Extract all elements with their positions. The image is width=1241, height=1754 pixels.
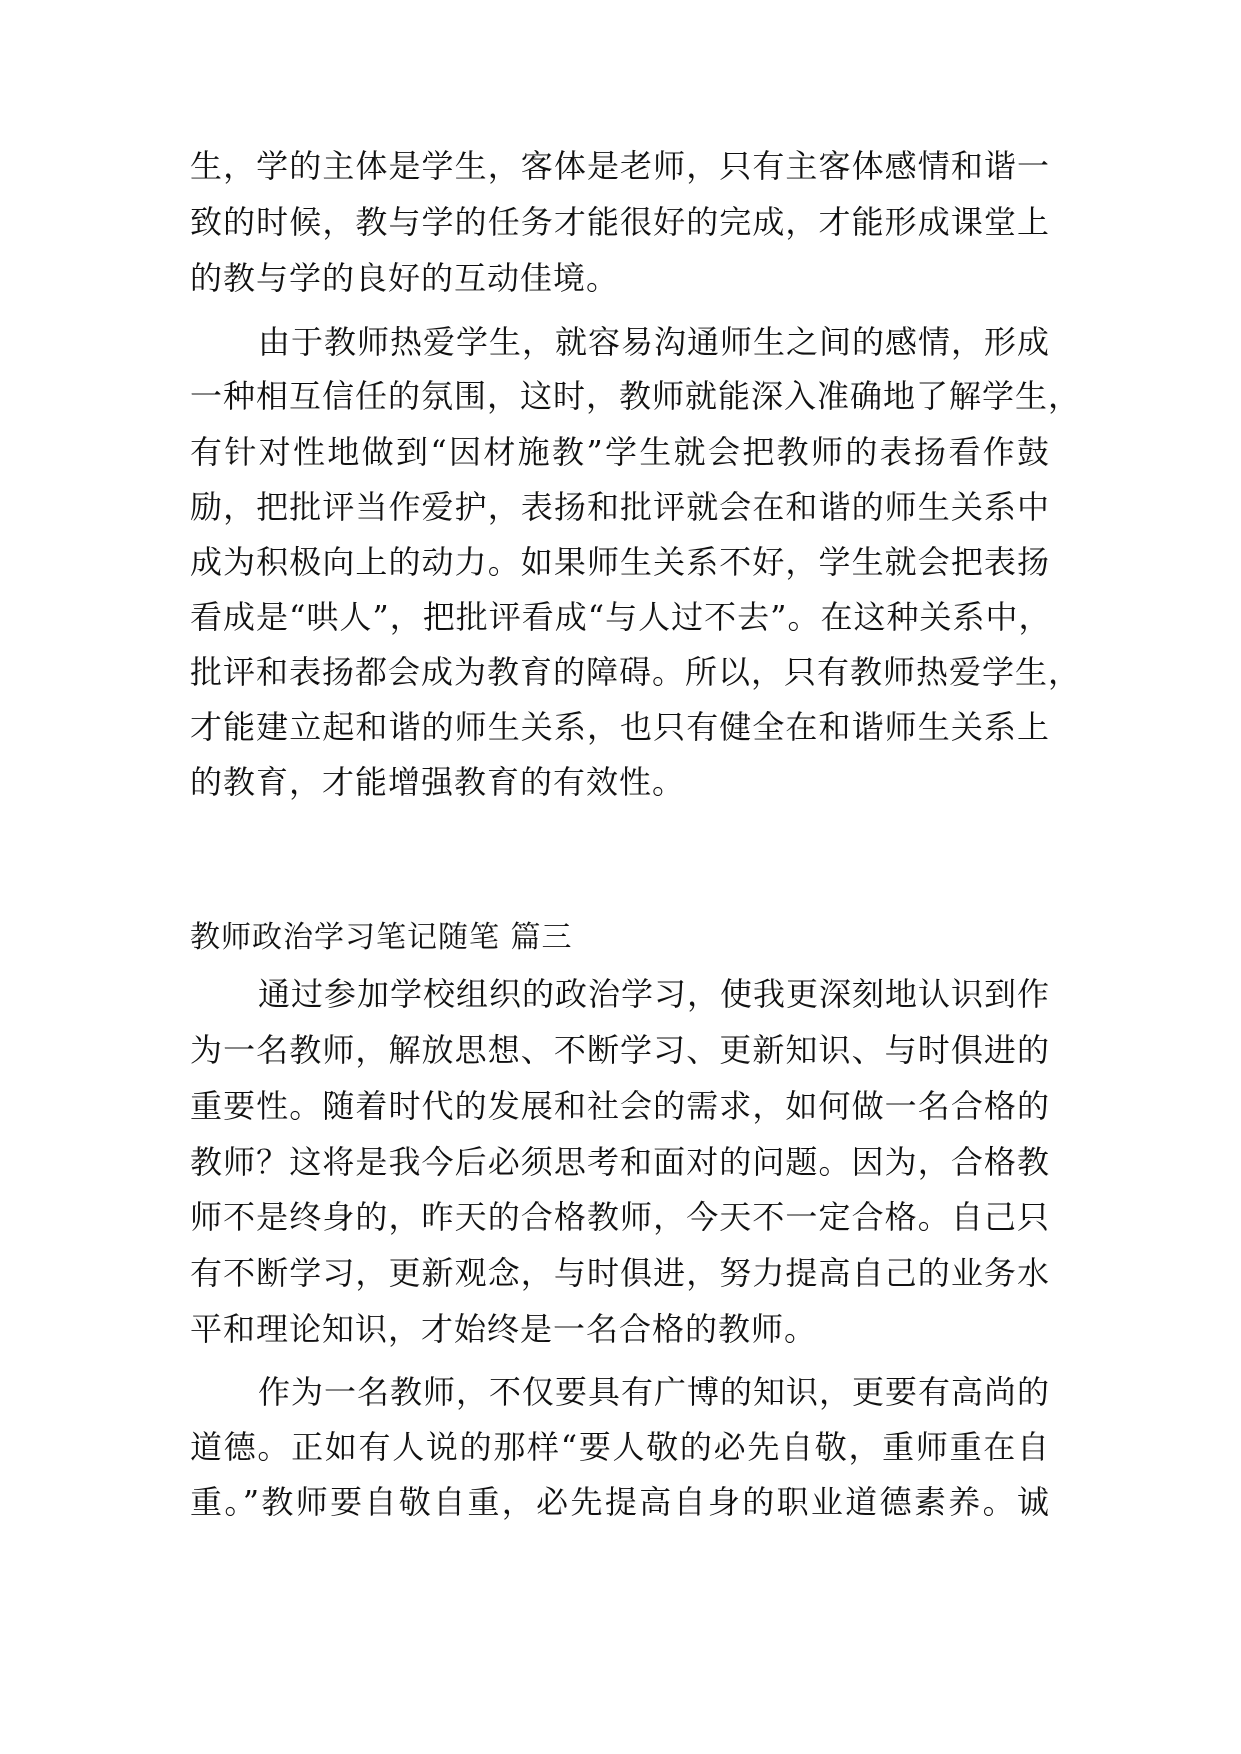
section-heading: 教师政治学习笔记随笔 篇三 bbox=[190, 920, 573, 955]
paragraph-line: 有不断学习，更新观念，与时俱进，努力提高自己的业务水 bbox=[190, 1254, 1050, 1292]
paragraph-line: 看成是“哄人”，把批评看成“与人过不去”。在这种关系中， bbox=[190, 598, 1052, 636]
paragraph-line: 的教育，才能增强教育的有效性。 bbox=[190, 763, 686, 801]
paragraph-line: 教师？这将是我今后必须思考和面对的问题。因为，合格教 bbox=[190, 1143, 1050, 1181]
paragraph-line: 通过参加学校组织的政治学习，使我更深刻地认识到作 bbox=[258, 975, 1051, 1013]
paragraph-line: 的教与学的良好的互动佳境。 bbox=[190, 259, 620, 297]
paragraph-line: 为一名教师，解放思想、不断学习、更新知识、与时俱进的 bbox=[190, 1031, 1050, 1069]
paragraph-line: 作为一名教师，不仅要具有广博的知识，更要有高尚的 bbox=[258, 1373, 1051, 1411]
paragraph-line: 重。”教师要自敬自重，必先提高自身的职业道德素养。诚 bbox=[190, 1483, 1050, 1521]
paragraph-line: 批评和表扬都会成为教育的障碍。所以，只有教师热爱学生， bbox=[190, 653, 1082, 691]
paragraph-line: 有针对性地做到“因材施教”学生就会把教师的表扬看作鼓 bbox=[190, 433, 1050, 471]
paragraph-line: 师不是终身的，昨天的合格教师，今天不一定合格。自己只 bbox=[190, 1198, 1050, 1236]
paragraph-line: 致的时候，教与学的任务才能很好的完成，才能形成课堂上 bbox=[190, 203, 1050, 241]
paragraph-line: 成为积极向上的动力。如果师生关系不好，学生就会把表扬 bbox=[190, 543, 1050, 581]
paragraph-line: 道德。正如有人说的那样“要人敬的必先自敬，重师重在自 bbox=[190, 1428, 1050, 1466]
paragraph-line: 才能建立起和谐的师生关系，也只有健全在和谐师生关系上 bbox=[190, 708, 1050, 746]
paragraph-line: 重要性。随着时代的发展和社会的需求，如何做一名合格的 bbox=[190, 1087, 1050, 1125]
paragraph-line: 励，把批评当作爱护，表扬和批评就会在和谐的师生关系中 bbox=[190, 488, 1050, 526]
paragraph-line: 一种相互信任的氛围，这时，教师就能深入准确地了解学生， bbox=[190, 377, 1082, 415]
paragraph-line: 生，学的主体是学生，客体是老师，只有主客体感情和谐一 bbox=[190, 147, 1050, 185]
paragraph-line: 平和理论知识，才始终是一名合格的教师。 bbox=[190, 1310, 818, 1348]
paragraph-line: 由于教师热爱学生，就容易沟通师生之间的感情，形成 bbox=[258, 323, 1051, 361]
